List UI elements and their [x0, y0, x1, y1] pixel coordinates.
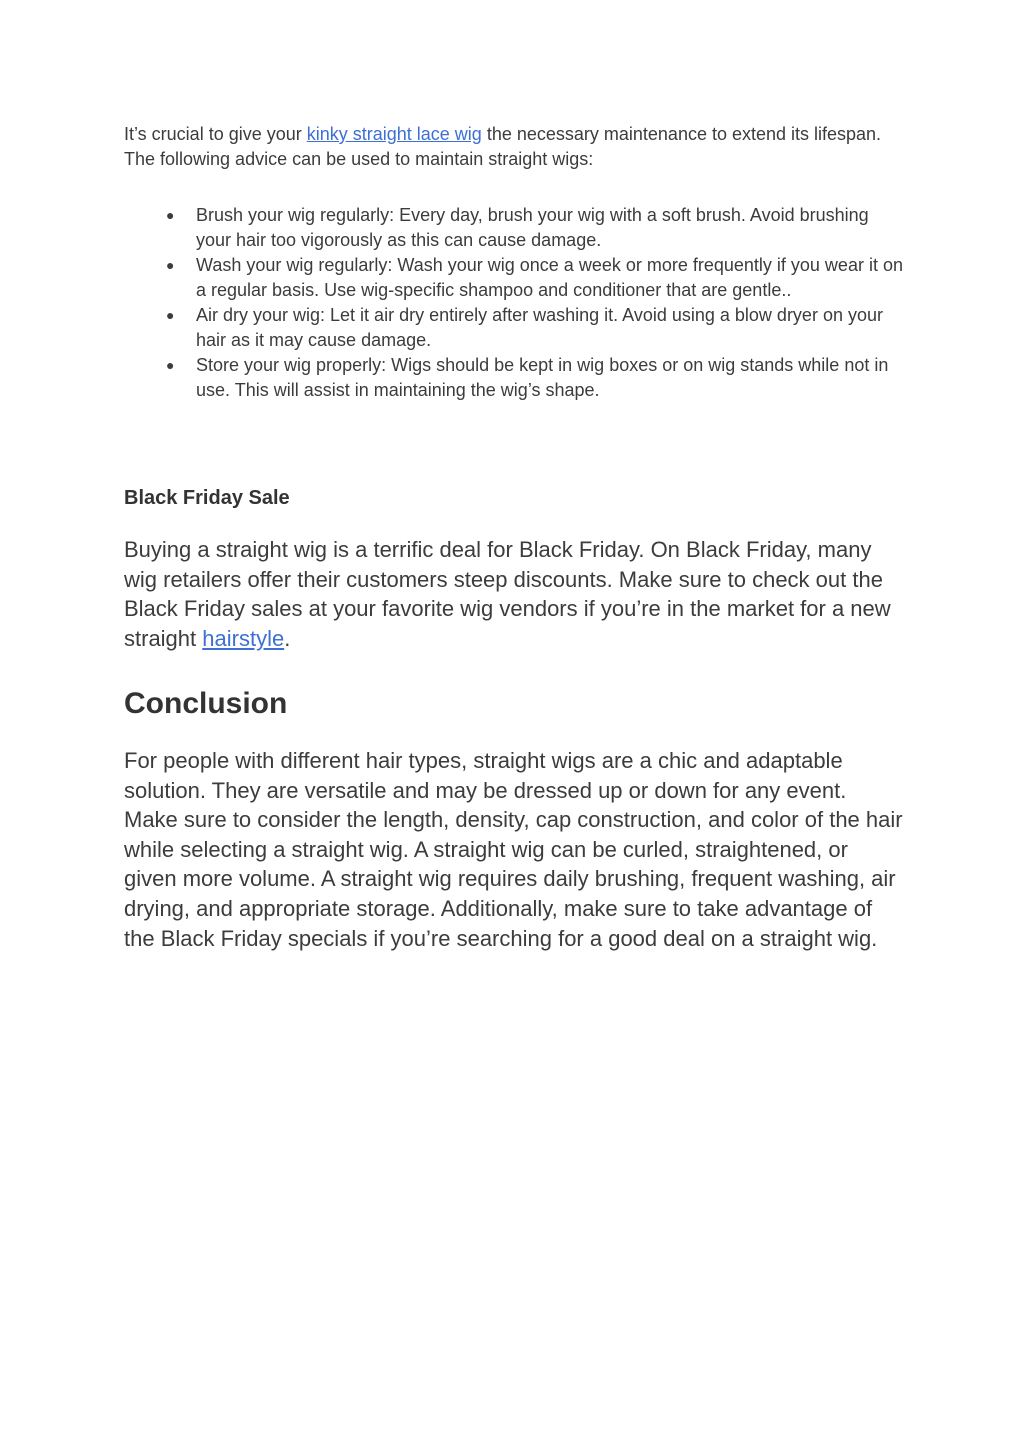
intro-paragraph [124, 122, 904, 172]
conclusion-heading: Conclusion [124, 687, 288, 720]
black-friday-paragraph [124, 535, 904, 653]
bullet-icon: ● [166, 257, 175, 273]
intro-text-before: It’s crucial to give your [124, 124, 307, 144]
list-item [124, 203, 904, 253]
list-item-text: Store your wig properly: Wigs should be kept in wig boxes or on wig stands while not in use. This will assist in maintaining the wig’s shape. [196, 355, 889, 400]
maintenance-tips-list [124, 203, 904, 403]
list-item [124, 253, 904, 303]
intro-text-after: the necessary maintenance to extend its lifespan. The following advice can be used to maintain straight wigs: [124, 124, 882, 169]
list-item [124, 303, 904, 353]
list-item-text: Wash your wig regularly: Wash your wig once a week or more frequently if you wear it on a regular basis. Use wig-specific shampoo and conditioner that are gentle.. [196, 255, 903, 300]
black-friday-heading: Black Friday Sale [124, 487, 290, 509]
list-item-text: Air dry your wig: Let it air dry entirely after washing it. Avoid using a blow dryer on your hair as it may cause damage. [196, 305, 883, 350]
black-friday-text-after: . [284, 625, 291, 651]
list-item-text: Brush your wig regularly: Every day, brush your wig with a soft brush. Avoid brushing your hair too vigorously as this can cause damage. [196, 205, 869, 250]
bullet-icon: ● [166, 357, 175, 373]
black-friday-text-before: Buying a straight wig is a terrific deal for Black Friday. On Black Friday, many wig retailers offer their customers steep discounts. Make sure to check out the Black Friday sales at your favorite wig vendors if you’re in the market for a new straight [124, 537, 891, 651]
bullet-icon: ● [166, 207, 175, 223]
conclusion-paragraph: For people with different hair types, straight wigs are a chic and adaptable solution. They are versatile and may be dressed up or down for any event. Make sure to consider the length, density, cap construction, and color of the hair while selecting a straight wig. A straight wig can be curled, straightened, or given more volume. A straight wig requires daily brushing, frequent washing, air drying, and appropriate storage. Additionally, make sure to take advantage of the Black Friday specials if you’re searching for a good deal on a straight wig. [124, 748, 903, 951]
hairstyle-link[interactable]: hairstyle [202, 625, 285, 651]
list-item [124, 353, 904, 403]
kinky-straight-lace-wig-link[interactable]: kinky straight lace wig [306, 124, 482, 144]
bullet-icon: ● [166, 307, 175, 323]
